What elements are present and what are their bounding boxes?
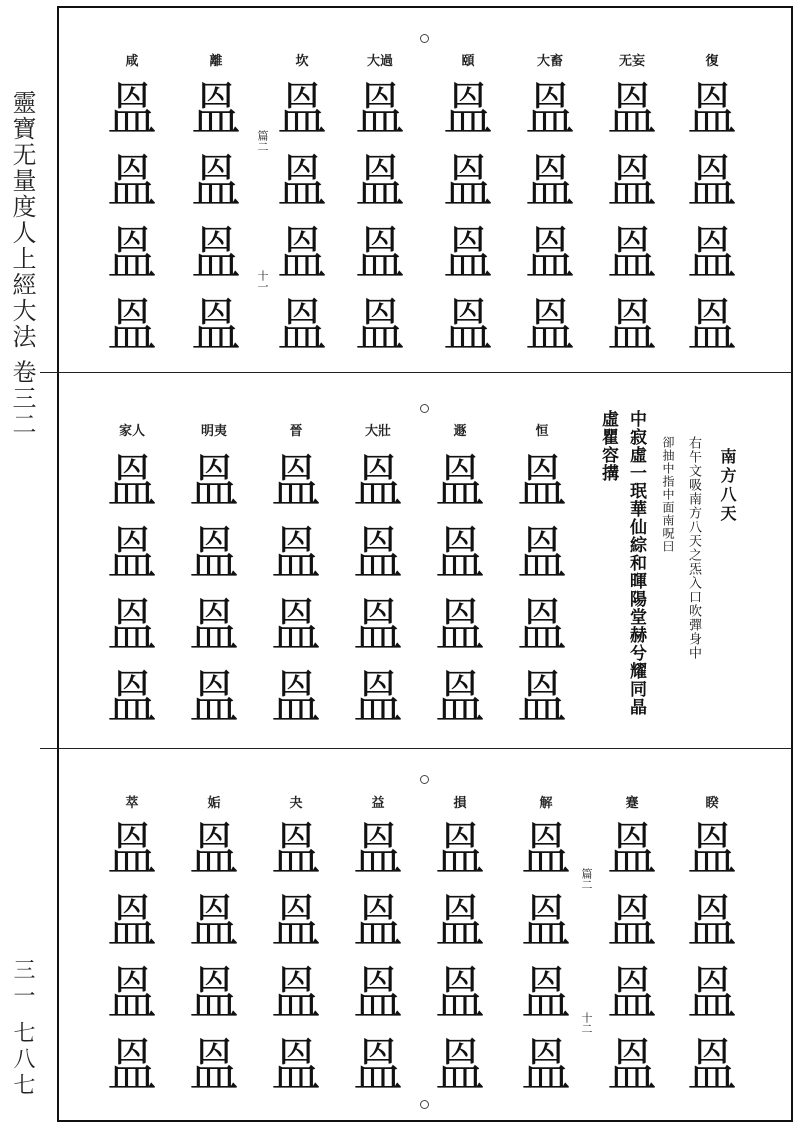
seal-character: 𥁕 (107, 959, 157, 1027)
seal-character: 𥁕 (443, 291, 493, 359)
hexagram-label: 家人 (118, 424, 145, 439)
seal-character: 𥁕 (607, 147, 657, 215)
seal-character: 𥁕 (189, 447, 239, 515)
section-heading: 南方八天 (718, 448, 737, 524)
seal-character: 𥁕 (271, 815, 321, 883)
seal-character: 𥁕 (435, 519, 485, 587)
seal-character: 𥁕 (353, 959, 403, 1027)
seal-character: 𥁕 (607, 887, 657, 955)
seal-character: 𥁕 (107, 75, 157, 143)
seal-character: 𥁕 (687, 959, 737, 1027)
hexagram-label: 損 (453, 796, 467, 811)
seal-character: 𥁕 (353, 815, 403, 883)
hexagram-label: 大過 (366, 54, 393, 69)
seal-character: 𥁕 (443, 147, 493, 215)
seal-character: 𥁕 (435, 663, 485, 731)
hexagram-label: 恒 (535, 424, 549, 439)
hexagram-label: 萃 (125, 796, 139, 811)
seal-character: 𥁕 (353, 447, 403, 515)
seal-character: 𥁕 (107, 815, 157, 883)
seal-character: 𥁕 (525, 147, 575, 215)
seal-character: 𥁕 (107, 219, 157, 287)
seal-character: 𥁕 (687, 291, 737, 359)
hexagram-label: 益 (371, 796, 385, 811)
seal-character: 𥁕 (191, 75, 241, 143)
seal-character: 𥁕 (355, 75, 405, 143)
seal-character: 𥁕 (525, 219, 575, 287)
seal-character: 𥁕 (271, 887, 321, 955)
seal-character: 𥁕 (355, 147, 405, 215)
hexagram-label: 解 (539, 796, 553, 811)
seal-character: 𥁕 (271, 663, 321, 731)
seal-character: 𥁕 (271, 447, 321, 515)
seal-character: 𥁕 (435, 447, 485, 515)
seal-character: 𥁕 (189, 1031, 239, 1099)
seal-character: 𥁕 (189, 591, 239, 659)
seal-character: 𥁕 (607, 815, 657, 883)
hexagram-label: 頤 (461, 54, 475, 69)
seal-character: 𥁕 (687, 147, 737, 215)
seal-character: 𥁕 (271, 519, 321, 587)
seal-character: 𥁕 (189, 887, 239, 955)
seal-character: 𥁕 (277, 75, 327, 143)
hexagram-label: 大壯 (364, 424, 391, 439)
seal-character: 𥁕 (435, 959, 485, 1027)
seal-character: 𥁕 (277, 291, 327, 359)
seal-character: 𥁕 (271, 1031, 321, 1099)
hexagram-label: 復 (705, 54, 719, 69)
margin-page-number: 三一 七八七 (10, 958, 35, 1099)
text-column: 右午文吸南方八天之炁入口吹彈身中 (686, 436, 701, 660)
section-divider (40, 748, 792, 749)
seal-character: 𥁕 (517, 447, 567, 515)
hexagram-label: 蹇 (625, 796, 639, 811)
seal-character: 𥁕 (277, 219, 327, 287)
seal-character: 𥁕 (107, 291, 157, 359)
seal-character: 𥁕 (355, 291, 405, 359)
hexagram-label: 坎 (295, 54, 309, 69)
seal-character: 𥁕 (191, 147, 241, 215)
binding-hole (420, 34, 429, 43)
seal-character: 𥁕 (189, 815, 239, 883)
seal-character: 𥁕 (271, 959, 321, 1027)
seal-character: 𥁕 (517, 591, 567, 659)
seal-character: 𥁕 (189, 959, 239, 1027)
seal-character: 𥁕 (107, 591, 157, 659)
seal-character: 𥁕 (107, 887, 157, 955)
margin-note: 篇二 (256, 130, 269, 152)
seal-character: 𥁕 (521, 887, 571, 955)
hexagram-label: 離 (209, 54, 223, 69)
seal-character: 𥁕 (607, 291, 657, 359)
margin-note: 十二 (580, 1012, 593, 1034)
seal-character: 𥁕 (521, 815, 571, 883)
seal-character: 𥁕 (435, 1031, 485, 1099)
text-column: 卻抽中指中面南呪曰 (661, 436, 675, 553)
seal-character: 𥁕 (607, 959, 657, 1027)
seal-character: 𥁕 (517, 663, 567, 731)
seal-character: 𥁕 (435, 887, 485, 955)
seal-character: 𥁕 (353, 519, 403, 587)
seal-character: 𥁕 (435, 815, 485, 883)
seal-character: 𥁕 (443, 219, 493, 287)
seal-character: 𥁕 (525, 291, 575, 359)
seal-character: 𥁕 (191, 219, 241, 287)
seal-character: 𥁕 (443, 75, 493, 143)
seal-character: 𥁕 (189, 519, 239, 587)
seal-character: 𥁕 (687, 815, 737, 883)
margin-note: 篇二 (580, 868, 593, 890)
seal-character: 𥁕 (107, 663, 157, 731)
seal-character: 𥁕 (525, 75, 575, 143)
seal-character: 𥁕 (687, 887, 737, 955)
seal-character: 𥁕 (107, 519, 157, 587)
seal-character: 𥁕 (189, 663, 239, 731)
hexagram-label: 夬 (289, 796, 303, 811)
text-column: 虛瞿容搆 (598, 410, 618, 482)
hexagram-label: 咸 (125, 54, 139, 69)
seal-character: 𥁕 (355, 219, 405, 287)
hexagram-label: 晉 (289, 424, 303, 439)
hexagram-label: 姤 (207, 796, 221, 811)
hexagram-label: 遯 (453, 424, 467, 439)
seal-character: 𥁕 (191, 291, 241, 359)
seal-character: 𥁕 (353, 663, 403, 731)
seal-character: 𥁕 (687, 1031, 737, 1099)
hexagram-label: 大畜 (536, 54, 563, 69)
seal-character: 𥁕 (353, 1031, 403, 1099)
seal-character: 𥁕 (107, 1031, 157, 1099)
seal-character: 𥁕 (517, 519, 567, 587)
binding-hole (420, 1100, 429, 1109)
seal-character: 𥁕 (271, 591, 321, 659)
binding-hole (420, 404, 429, 413)
margin-book-title: 靈寶无量度人上經大法 卷三二 (8, 90, 36, 438)
seal-character: 𥁕 (107, 147, 157, 215)
seal-character: 𥁕 (607, 1031, 657, 1099)
hexagram-label: 明夷 (200, 424, 227, 439)
seal-character: 𥁕 (607, 219, 657, 287)
margin-note: 十一 (256, 270, 269, 292)
seal-character: 𥁕 (353, 591, 403, 659)
hexagram-label: 睽 (705, 796, 719, 811)
seal-character: 𥁕 (687, 219, 737, 287)
text-column: 中寂虛一珉華仙綜和暉陽堂赫兮耀同晶 (626, 410, 646, 716)
section-divider (40, 372, 792, 373)
seal-character: 𥁕 (107, 447, 157, 515)
hexagram-label: 无妄 (618, 54, 645, 69)
binding-hole (420, 775, 429, 784)
seal-character: 𥁕 (435, 591, 485, 659)
seal-character: 𥁕 (607, 75, 657, 143)
seal-character: 𥁕 (353, 887, 403, 955)
seal-character: 𥁕 (687, 75, 737, 143)
seal-character: 𥁕 (521, 1031, 571, 1099)
seal-character: 𥁕 (521, 959, 571, 1027)
seal-character: 𥁕 (277, 147, 327, 215)
